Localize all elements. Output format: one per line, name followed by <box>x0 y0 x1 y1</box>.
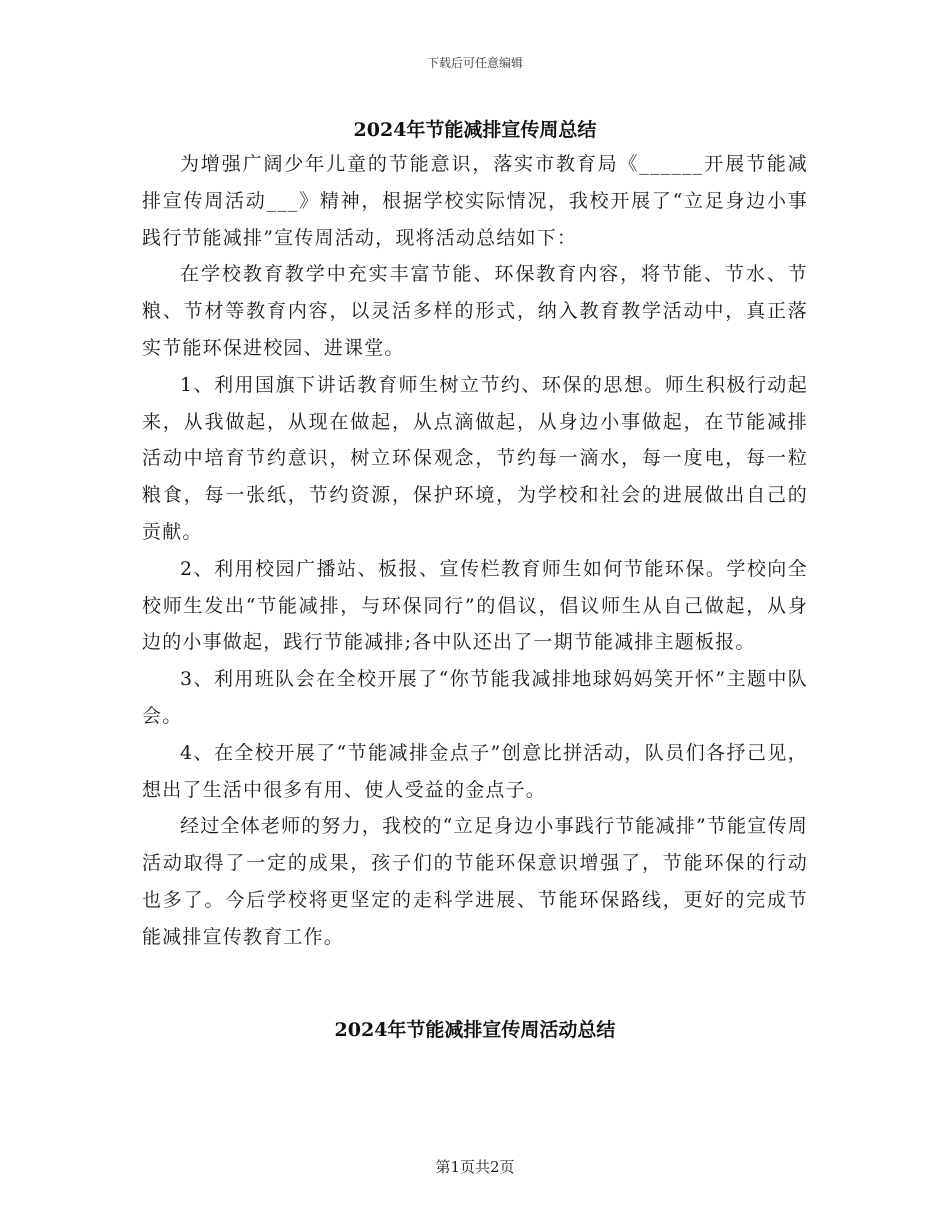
paragraph-item-4: 4、在全校开展了“节能减排金点子”创意比拼活动，队员们各抒己见，想出了生活中很多有用、使人受益的金点子。 <box>142 741 808 801</box>
page-number: 第1页共2页 <box>435 1158 515 1176</box>
second-document-title: 2024年节能减排宣传周活动总结 <box>334 1019 616 1041</box>
paragraph-item-3: 3、利用班队会在全校开展了“你节能我减排地球妈妈笑开怀”主题中队会。 <box>142 668 808 727</box>
paragraph-content: 在学校教育教学中充实丰富节能、环保教育内容，将节能、节水、节粮、节材等教育内容，以灵活多样的形式，纳入教育教学活动中，真正落实节能环保进校园、进课堂。 <box>142 263 808 359</box>
paragraph-conclusion: 经过全体老师的努力，我校的“立足身边小事践行节能减排”节能宣传周活动取得了一定的成果，孩子们的节能环保意识增强了，节能环保的行动也多了。今后学校将更坚定的走科学进展、节能环保路线，更好的完成节能减排宣传教育工作。 <box>142 815 808 948</box>
document-body <box>142 146 808 956</box>
paragraph-item-2: 2、利用校园广播站、板报、宣传栏教育师生如何节能环保。学校向全校师生发出“节能减排，与环保同行”的倡议，倡议师生从自己做起，从身边的小事做起，践行节能减排;各中队还出了一期节能减排主题板报。 <box>142 557 808 654</box>
paragraph-item-1: 1、利用国旗下讲话教育师生树立节约、环保的思想。师生积极行动起来，从我做起，从现在做起，从点滴做起，从身边小事做起，在节能减排活动中培育节约意识，树立环保观念，节约每一滴水，每一度电，每一粒粮食，每一张纸，节约资源，保护环境，为学校和社会的进展做出自己的贡献。 <box>142 373 808 543</box>
document-title: 2024年节能减排宣传周总结 <box>353 119 597 141</box>
paragraph-intro: 为增强广阔少年儿童的节能意识，落实市教育局《______开展节能减排宣传周活动___》精神，根据学校实际情况，我校开展了“立足身边小事践行节能减排”宣传周活动，现将活动总结如下： <box>142 153 808 249</box>
page-header-note: 下载后可任意编辑 <box>426 56 523 70</box>
